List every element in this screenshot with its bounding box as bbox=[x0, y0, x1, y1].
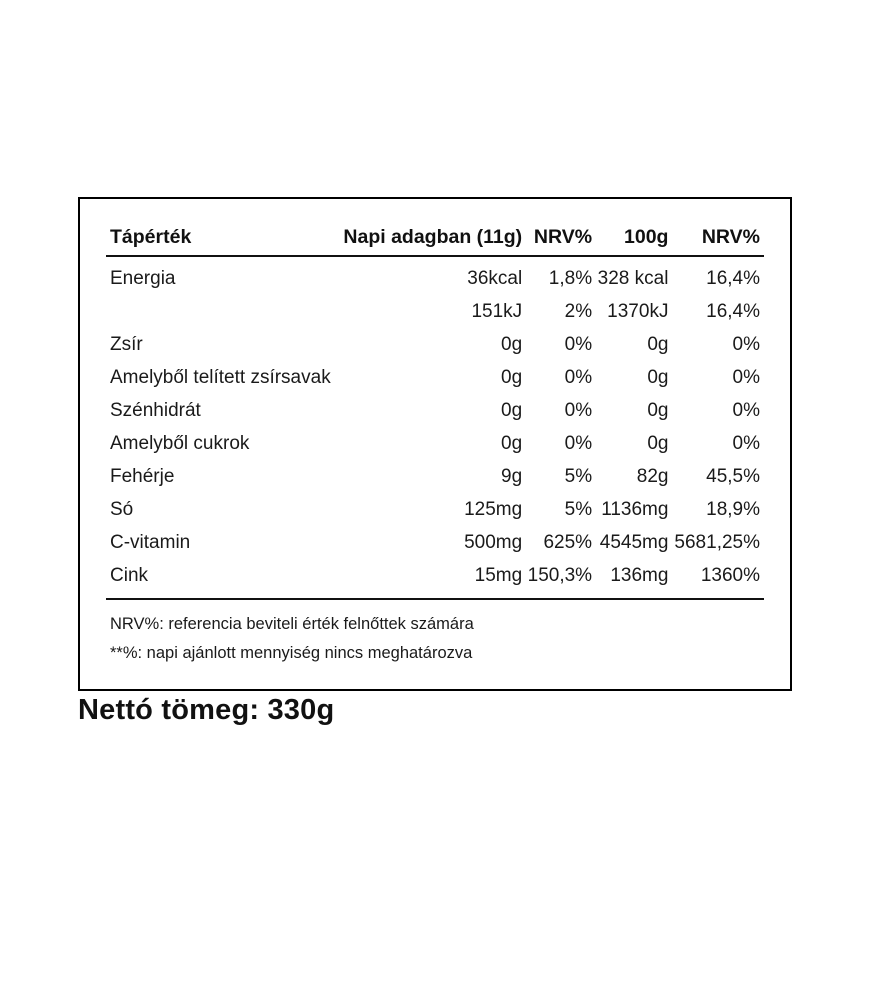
cell-serving-nrv: 2% bbox=[564, 300, 593, 322]
cell-serving-nrv: 0% bbox=[564, 366, 593, 388]
cell-per100g-nrv: 5681,25% bbox=[674, 531, 760, 553]
cell-per100g: 328 kcal bbox=[597, 267, 669, 289]
footnote-rda: **%: napi ajánlott mennyiség nincs meghatározva bbox=[110, 644, 473, 663]
cell-nutrient: Fehérje bbox=[110, 465, 175, 487]
cell-per100g-nrv: 16,4% bbox=[706, 300, 760, 322]
cell-nutrient: Amelyből cukrok bbox=[110, 432, 250, 454]
cell-per100g: 0g bbox=[647, 366, 669, 388]
cell-per100g: 0g bbox=[647, 432, 669, 454]
cell-per100g-nrv: 0% bbox=[732, 333, 760, 355]
cell-serving-nrv: 5% bbox=[564, 465, 593, 487]
table-body bbox=[106, 256, 764, 598]
table-header-row bbox=[106, 221, 764, 256]
table-bottom-divider bbox=[106, 598, 764, 600]
cell-serving-nrv: 5% bbox=[564, 498, 593, 520]
column-header-per100g: 100g bbox=[624, 226, 669, 248]
table-row bbox=[106, 460, 764, 493]
table-row bbox=[106, 361, 764, 394]
cell-serving: 0g bbox=[501, 366, 523, 388]
cell-nutrient: Cink bbox=[110, 564, 149, 586]
table-row bbox=[106, 526, 764, 559]
cell-serving: 15mg bbox=[474, 564, 523, 586]
cell-per100g: 136mg bbox=[610, 564, 669, 586]
cell-nutrient bbox=[106, 295, 338, 328]
cell-per100g-nrv: 45,5% bbox=[706, 465, 760, 487]
cell-serving: 9g bbox=[501, 465, 523, 487]
cell-serving-nrv: 1,8% bbox=[548, 267, 593, 289]
cell-nutrient: Amelyből telített zsírsavak bbox=[110, 366, 331, 388]
table-header bbox=[106, 221, 764, 256]
cell-per100g: 82g bbox=[636, 465, 669, 487]
cell-serving: 125mg bbox=[464, 498, 523, 520]
column-header-serving-nrv: NRV% bbox=[533, 226, 593, 248]
footnotes bbox=[106, 610, 764, 669]
footnote-nrv: NRV%: referencia beviteli érték felnőttek számára bbox=[110, 614, 474, 633]
nutrition-table bbox=[106, 221, 764, 598]
table-row bbox=[106, 493, 764, 526]
table-row bbox=[106, 256, 764, 295]
cell-per100g: 4545mg bbox=[599, 531, 669, 553]
cell-serving: 151kJ bbox=[471, 300, 523, 322]
cell-nutrient: Energia bbox=[110, 267, 176, 289]
cell-serving: 500mg bbox=[464, 531, 523, 553]
cell-per100g: 0g bbox=[647, 399, 669, 421]
column-header-per100g-nrv: NRV% bbox=[701, 226, 760, 248]
cell-serving-nrv: 0% bbox=[564, 399, 593, 421]
cell-nutrient: Só bbox=[110, 498, 134, 520]
cell-serving-nrv: 0% bbox=[564, 333, 593, 355]
cell-serving-nrv: 625% bbox=[543, 531, 593, 553]
cell-serving-nrv: 150,3% bbox=[527, 564, 593, 586]
cell-per100g-nrv: 1360% bbox=[700, 564, 760, 586]
cell-nutrient: Szénhidrát bbox=[110, 399, 201, 421]
column-header-nutrient: Tápérték bbox=[110, 226, 192, 248]
table-row bbox=[106, 394, 764, 427]
cell-per100g: 0g bbox=[647, 333, 669, 355]
cell-serving: 0g bbox=[501, 432, 523, 454]
cell-serving: 0g bbox=[501, 399, 523, 421]
cell-per100g: 1136mg bbox=[601, 498, 669, 520]
cell-per100g-nrv: 0% bbox=[732, 366, 760, 388]
cell-per100g-nrv: 16,4% bbox=[706, 267, 760, 289]
cell-serving-nrv: 0% bbox=[564, 432, 593, 454]
cell-serving: 36kcal bbox=[467, 267, 523, 289]
table-row bbox=[106, 427, 764, 460]
table-row bbox=[106, 295, 764, 328]
cell-nutrient: Zsír bbox=[110, 333, 143, 355]
nutrition-panel bbox=[78, 197, 792, 691]
table-row bbox=[106, 559, 764, 598]
net-weight-text: Nettó tömeg: 330g bbox=[78, 694, 335, 726]
column-header-serving: Napi adagban (11g) bbox=[343, 226, 523, 248]
cell-per100g-nrv: 0% bbox=[732, 399, 760, 421]
cell-per100g-nrv: 18,9% bbox=[706, 498, 760, 520]
cell-per100g-nrv: 0% bbox=[732, 432, 760, 454]
cell-nutrient: C-vitamin bbox=[110, 531, 191, 553]
cell-serving: 0g bbox=[501, 333, 523, 355]
cell-per100g: 1370kJ bbox=[607, 300, 669, 322]
table-row bbox=[106, 328, 764, 361]
